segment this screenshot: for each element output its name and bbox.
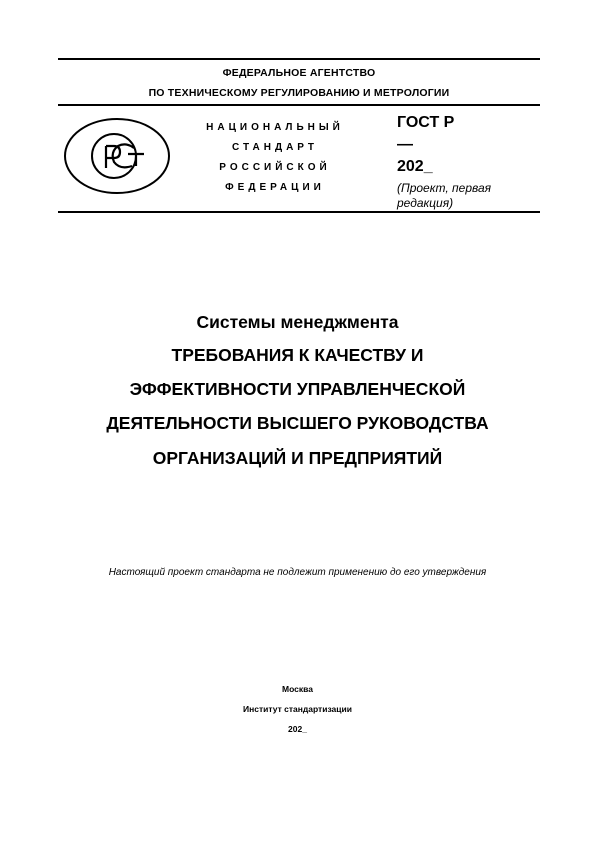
footer-year: 202_ bbox=[288, 724, 307, 734]
standard-label-4: ФЕДЕРАЦИИ bbox=[225, 182, 325, 193]
rst-logo-icon bbox=[62, 116, 172, 196]
standard-year: 202_ bbox=[397, 158, 433, 175]
footer-publisher: Институт стандартизации bbox=[243, 704, 352, 714]
header-rule bbox=[58, 104, 540, 106]
footer-city: Москва bbox=[282, 684, 313, 694]
document-title-line-4: ОРГАНИЗАЦИЙ И ПРЕДПРИЯТИЙ bbox=[152, 448, 443, 468]
document-title-line-3: ДЕЯТЕЛЬНОСТИ ВЫСШЕГО РУКОВОДСТВА bbox=[106, 413, 489, 433]
standard-label-1: НАЦИОНАЛЬНЫЙ bbox=[206, 122, 344, 133]
document-title-line-2: ЭФФЕКТИВНОСТИ УПРАВЛЕНЧЕСКОЙ bbox=[129, 379, 466, 399]
status-line-2: редакция) bbox=[397, 196, 454, 210]
agency-line-2: ПО ТЕХНИЧЕСКОМУ РЕГУЛИРОВАНИЮ И МЕТРОЛОГИИ bbox=[148, 87, 450, 99]
standard-label-2: СТАНДАРТ bbox=[232, 142, 318, 153]
status-line-1: (Проект, первая bbox=[397, 181, 492, 195]
document-title-line-1: ТРЕБОВАНИЯ К КАЧЕСТВУ И bbox=[171, 345, 424, 365]
standard-label-3: РОССИЙСКОЙ bbox=[219, 162, 331, 173]
top-rule bbox=[58, 58, 540, 60]
standard-dash: — bbox=[397, 136, 413, 153]
standard-code: ГОСТ Р bbox=[397, 114, 455, 131]
document-subtitle: Системы менеджмента bbox=[196, 312, 399, 332]
designation-rule bbox=[58, 211, 540, 213]
agency-line-1: ФЕДЕРАЛЬНОЕ АГЕНТСТВО bbox=[222, 67, 376, 79]
draft-notice: Настоящий проект стандарта не подлежит применению до его утверждения bbox=[108, 567, 487, 578]
